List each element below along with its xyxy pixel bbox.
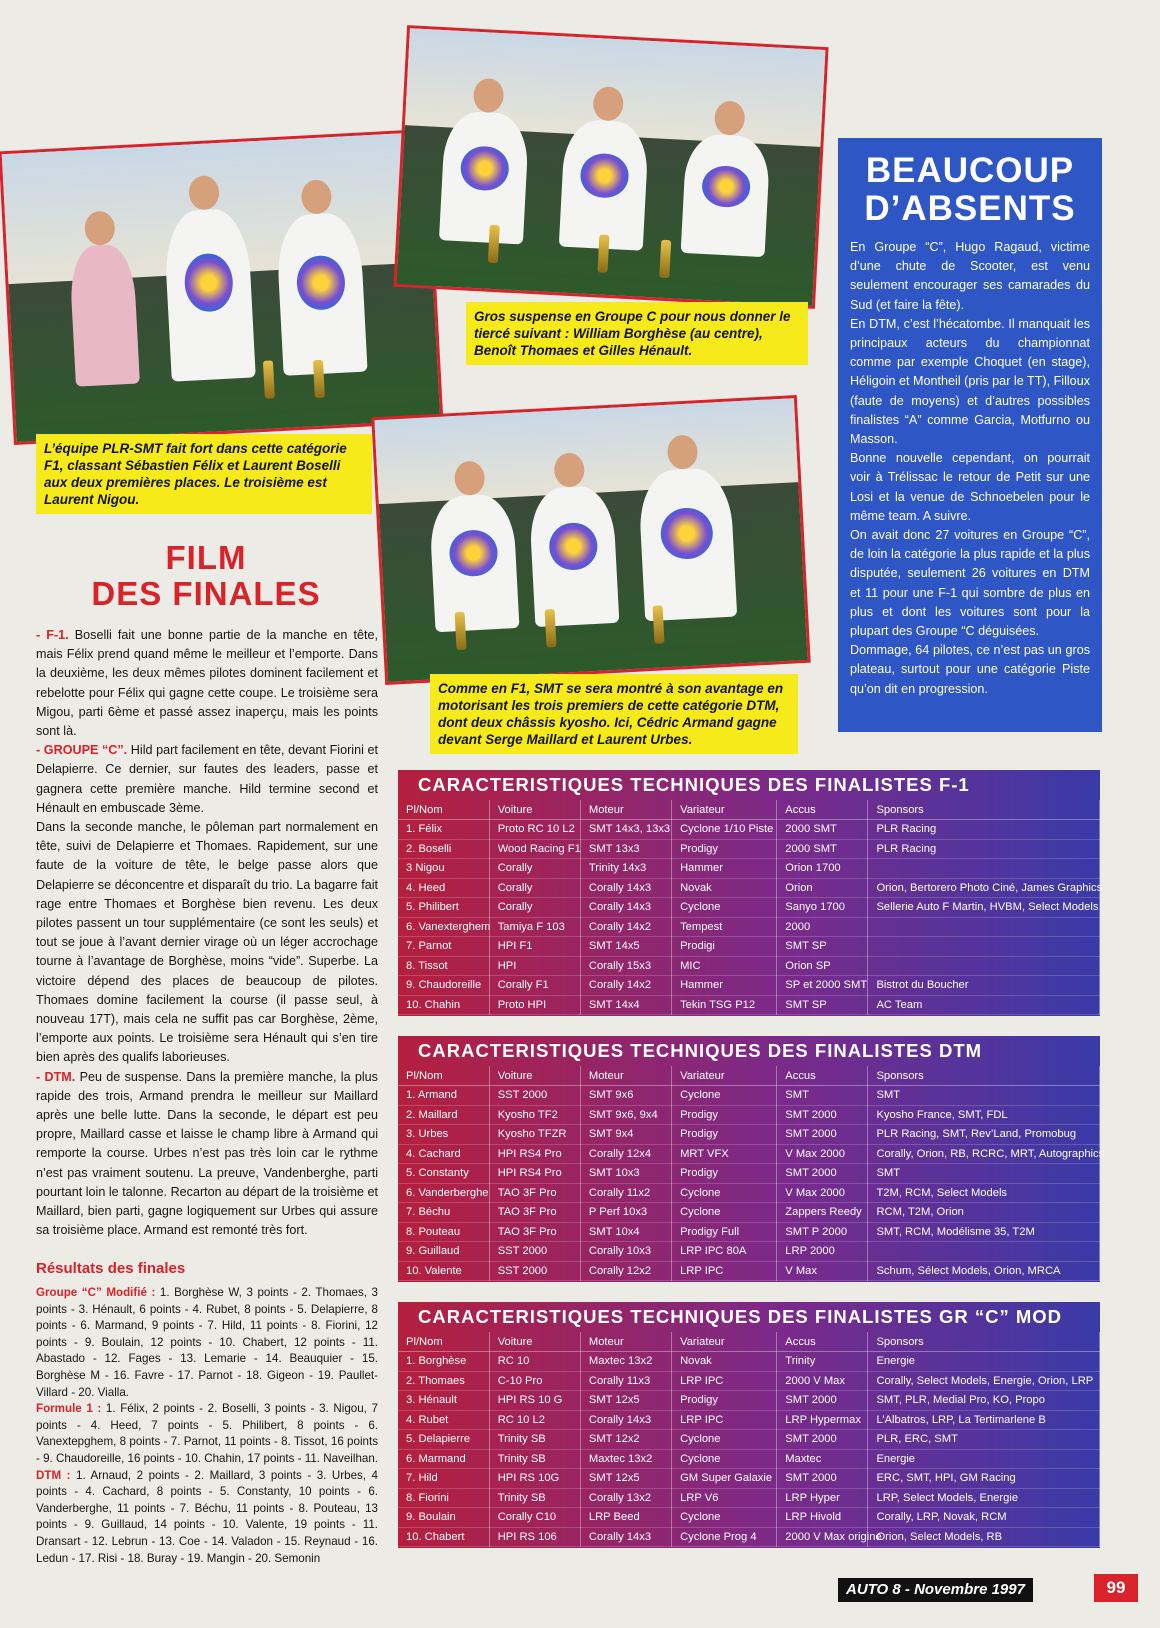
table-cell: SMT [868, 1164, 1100, 1184]
table-cell: SMT SP [777, 995, 868, 1015]
column-header: Variateur [672, 800, 777, 820]
table-cell: SMT 12x5 [580, 1469, 671, 1489]
table-cell: SMT 2000 [777, 1430, 868, 1450]
table-cell: Hammer [672, 976, 777, 996]
table-cell: SMT 2000 [777, 1391, 868, 1411]
table-cell: Prodigi [672, 937, 777, 957]
table-cell: Tempest [672, 917, 777, 937]
table-row [398, 1391, 1100, 1411]
table-cell: Corally 11x3 [580, 1371, 671, 1391]
photo-groupe-c-podium [393, 25, 828, 309]
photo-dtm-podium [371, 395, 810, 685]
table-cell: 2000 SMT [777, 820, 868, 840]
table-row [398, 1371, 1100, 1391]
table-cell: PLR Racing, SMT, Rev’Land, Promobug [868, 1125, 1100, 1145]
table-cell: 2000 V Max [777, 1371, 868, 1391]
column-header: Moteur [580, 1066, 671, 1086]
f1-label: - F-1. [36, 628, 69, 642]
table-cell: Maxtec [777, 1449, 868, 1469]
table-row [398, 917, 1100, 937]
table-cell: Trinity SB [489, 1430, 580, 1450]
table-row [398, 1144, 1100, 1164]
table-row [398, 859, 1100, 879]
table-row [398, 1125, 1100, 1145]
results-dtm-label: DTM : [36, 1468, 71, 1482]
table-cell: SMT 2000 [777, 1164, 868, 1184]
table-cell: Tekin TSG P12 [672, 995, 777, 1015]
table-cell: SMT 2000 [777, 1105, 868, 1125]
table-cell: 2000 SMT [777, 839, 868, 859]
table-cell: Trinity SB [489, 1449, 580, 1469]
table-cell: Corally 14x3 [580, 1410, 671, 1430]
table-row [398, 1222, 1100, 1242]
sidebar-text: En Groupe “C”, Hugo Ragaud, victime d’une chute de Scooter, est venu seulement encourager ses camarades du Sud (et faire la fête). En DTM, c’est l’hécatombe. Il manquait les principaux acteurs du championnat comme par exemple Choquet (en stage), Héligoin et Montheil (pris par le TT), Filloux (faute de moyens) et d’autres possibles finalistes “A” comme Garcia, Motfurno ou Masson. Bonne nouvelle cependant, on pourrait voir à Trélissac le retour de Petit sur une Losi et la venue de Schnoebelen pour le même team. A suivre. On avait donc 27 voitures en Groupe “C”, de loin la catégorie la plus rapide et la plus disputée, seulement 26 voitures en DTM et 11 pour une F-1 qui sombre de plus en plus et dont les voitures sont pour la plupart des Groupe “C déguisées. Dommage, 64 pilotes, ce n’est pas un gros plateau, surtout pour une catégorie Piste qu’on dit en progression. [850, 240, 1090, 696]
table-cell: GM Super Galaxie [672, 1469, 777, 1489]
table-cell: SST 2000 [489, 1086, 580, 1106]
table-cell: Wood Racing F1 [489, 839, 580, 859]
table-cell: HPI [489, 956, 580, 976]
table-cell: LRP Hypermax [777, 1410, 868, 1430]
table-cell: LRP IPC [672, 1261, 777, 1281]
table-cell: Corally 12x2 [580, 1261, 671, 1281]
table-cell: Sellerie Auto F Martin, HVBM, Select Models [868, 898, 1100, 918]
table-cell: HPI RS 10 G [489, 1391, 580, 1411]
table-cell: C-10 Pro [489, 1371, 580, 1391]
table-cell: Energie [868, 1352, 1100, 1372]
groupe-c-label: - GROUPE “C”. [36, 743, 128, 758]
caption-plr-team: L’équipe PLR-SMT fait fort dans cette catégorie F1, classant Sébastien Félix et Laurent Boselli aux deux premières places. Le troisième est Laurent Nigou. [36, 434, 372, 514]
footer-page-number: 99 [1094, 1574, 1138, 1602]
table-cell: SMT 10x4 [580, 1222, 671, 1242]
table-cell: Corally 14x3 [580, 898, 671, 918]
table-row [398, 1164, 1100, 1184]
table-row [398, 1105, 1100, 1125]
table-cell: 2. Thomaes [398, 1371, 489, 1391]
table-cell: SST 2000 [489, 1261, 580, 1281]
table-cell: SMT 9x4 [580, 1125, 671, 1145]
table-cell: SMT 2000 [777, 1125, 868, 1145]
table-dtm-title: CARACTERISTIQUES TECHNIQUES DES FINALISTES DTM [418, 1040, 983, 1061]
table-cell: Corally 14x2 [580, 917, 671, 937]
table-cell: Tamiya F 103 [489, 917, 580, 937]
table-cell: SP et 2000 SMT [777, 976, 868, 996]
table-row [398, 976, 1100, 996]
table-cell: Orion SP [777, 956, 868, 976]
table-cell: Prodigy [672, 1164, 777, 1184]
table-cell: Cyclone [672, 1183, 777, 1203]
film-title [36, 540, 376, 612]
table-row [398, 1469, 1100, 1489]
table-cell: Schum, Sélect Models, Orion, MRCA [868, 1261, 1100, 1281]
column-header: Moteur [580, 800, 671, 820]
table-cell: Novak [672, 1352, 777, 1372]
table-cell: 5. Delapierre [398, 1430, 489, 1450]
table-cell: 10. Chabert [398, 1527, 489, 1547]
column-header: Variateur [672, 1066, 777, 1086]
table-cell: SMT 12x2 [580, 1430, 671, 1450]
film-paragraph-f1: - F-1. Boselli fait une bonne partie de la manche en tête, mais Félix prend quand même le meilleur et l’emporte. Dans la deuxième, les deux mêmes pilotes dominent facilement et rebelotte pour Félix qui gagne cette coupe. Le troisième sera Migou, parti 6ème et passé assez inaperçu, mais les points sont là. [36, 628, 378, 739]
table-row [398, 839, 1100, 859]
table-cell: Cyclone [672, 1203, 777, 1223]
table-cell: PLR, ERC, SMT [868, 1430, 1100, 1450]
table-cell: Corally 14x2 [580, 976, 671, 996]
results-f1-label: Formule 1 : [36, 1402, 102, 1416]
table-cell: Prodigy [672, 1391, 777, 1411]
table-cell: SMT 9x6 [580, 1086, 671, 1106]
table-groupe-c [398, 1302, 1100, 1548]
film-title-line1: FILM [165, 539, 247, 576]
column-header: Sponsors [868, 800, 1100, 820]
results-groupe-c-label: Groupe “C” Modifié : [36, 1286, 156, 1299]
table-cell: Corally [489, 878, 580, 898]
table-cell: Zappers Reedy [777, 1203, 868, 1223]
table-cell: 6. Vanderberghe [398, 1183, 489, 1203]
table-row [398, 1449, 1100, 1469]
table-row [398, 1203, 1100, 1223]
table-cell: HPI RS 10G [489, 1469, 580, 1489]
table-row [398, 1086, 1100, 1106]
table-cell [868, 1242, 1100, 1262]
table-cell: LRP 2000 [777, 1242, 868, 1262]
table-cell: 3. Hénault [398, 1391, 489, 1411]
table-cell: SMT, RCM, Modélisme 35, T2M [868, 1222, 1100, 1242]
table-row [398, 878, 1100, 898]
table-cell: SST 2000 [489, 1242, 580, 1262]
table-cell: SMT 10x3 [580, 1164, 671, 1184]
table-cell: Bistrot du Boucher [868, 976, 1100, 996]
table-cell: Trinity SB [489, 1488, 580, 1508]
film-paragraph-dtm: - DTM. Peu de suspense. Dans la première manche, la plus rapide des trois, Armand prendra le meilleur sur Maillard après une belle lutte. Dans la seconde, le départ est peu propre, Maillard casse et laisse le champ libre à Armand qui remporte la course. Urbes n’est pas très loin car le rythme n’est pas vraiment soutenu. La preuve, Vandenberghe, parti pourtant loin le talonne. Recarton au départ de la troisième et Maillard, bien parti, gagne logiquement sur Urbes qui assure sa troisième place. Armand est remonté très fort. [36, 1069, 378, 1238]
table-cell: LRP Beed [580, 1508, 671, 1528]
table-cell: L’Albatros, LRP, La Tertimarlene B [868, 1410, 1100, 1430]
table-row [398, 898, 1100, 918]
table-cell: Corally 13x2 [580, 1488, 671, 1508]
table-cell: TAO 3F Pro [489, 1183, 580, 1203]
table-dtm-grid [398, 1066, 1105, 1281]
table-cell: SMT 12x5 [580, 1391, 671, 1411]
table-cell: SMT 14x4 [580, 995, 671, 1015]
table-cell: Maxtec 13x2 [580, 1449, 671, 1469]
table-cell: 2. Maillard [398, 1105, 489, 1125]
table-cell: SMT 9x6, 9x4 [580, 1105, 671, 1125]
table-cell: AC Team [868, 995, 1100, 1015]
column-header: Pl/Nom [398, 1066, 489, 1086]
table-row [398, 1410, 1100, 1430]
results-list: Groupe “C” Modifié : 1. Borghèse W, 3 points - 2. Thomaes, 3 points - 3. Hénault, 6 points - 4. Rubet, 8 points - 5. Delapierre, 8 points - 6. Marmand, 9 points - 7. Hild, 11 points - 8. Fiorini, 12 points - 9. Boulain, 12 points - 10. Chabert, 12 points - 11. Abastado - 12. Fages - 13. Lemarie - 14. Beauquier - 15. Borghèse M - 16. Favre - 17. Parnot - 18. Gigeon - 19. Paullet-Villard - 20. Vialla. Formule 1 : 1. Félix, 2 points - 2. Boselli, 3 points - 3. Nigou, 7 points - 4. Heed, 7 points - 5. Philibert, 8 points - 6. Vanextерghem, 8 points - 7. Parnot, 11 points - 8. Tissot, 16 points - 9. Chaudoreille, 16 points - 10. Chahin, 17 points - 11. Naveilhan. DTM : 1. Arnaud, 2 points - 2. Maillard, 3 points - 3. Urbes, 4 points - 4. Cachard, 8 points - 5. Constanty, 10 points - 6. Vanderberghe, 11 points - 7. Béchu, 11 points - 8. Pouteau, 13 points - 9. Guillaud, 14 points - 10. Valente, 19 points - 11. Dransart - 12. Lebrun - 13. Coe - 14. Valadon - 15. Reynaud - 16. Ledun - 17. Risi - 18. Buray - 19. Mangin - 20. Semonin [36, 1286, 379, 1565]
table-cell: 9. Guillaud [398, 1242, 489, 1262]
table-cell: 5. Philibert [398, 898, 489, 918]
table-cell: 4. Rubet [398, 1410, 489, 1430]
table-row [398, 1488, 1100, 1508]
table-row [398, 956, 1100, 976]
sidebar-title: BEAUCOUP D’ABSENTS [864, 151, 1076, 228]
table-cell: 3 Nigou [398, 859, 489, 879]
table-cell: LRP V6 [672, 1488, 777, 1508]
table-cell: HPI F1 [489, 937, 580, 957]
table-cell: TAO 3F Pro [489, 1222, 580, 1242]
table-cell: SMT SP [777, 937, 868, 957]
table-row [398, 1261, 1100, 1281]
table-cell: SMT P 2000 [777, 1222, 868, 1242]
table-cell: Hammer [672, 859, 777, 879]
table-cell: Corally 14x3 [580, 878, 671, 898]
table-cell: 8. Tissot [398, 956, 489, 976]
table-cell: SMT 14x5 [580, 937, 671, 957]
table-groupe-c-title: CARACTERISTIQUES TECHNIQUES DES FINALISTES GR “C” MOD [418, 1306, 1063, 1327]
table-groupe-c-grid [398, 1332, 1100, 1547]
table-cell: Corally C10 [489, 1508, 580, 1528]
table-cell: Trinity [777, 1352, 868, 1372]
table-cell: Energie [868, 1449, 1100, 1469]
table-cell: T2M, RCM, Select Models [868, 1183, 1100, 1203]
table-cell: 1. Borghèse [398, 1352, 489, 1372]
table-cell: LRP IPC 80A [672, 1242, 777, 1262]
column-header: Accus [777, 1332, 868, 1352]
table-dtm [398, 1036, 1105, 1282]
film-paragraph-groupe-c: - GROUPE “C”. Hild part facilement en tête, devant Fiorini et Delapierre. Ce dernier, sur fautes des leaders, passe et gagnera cette première manche. Hild termine second et Hénault en embuscade 3ème. [36, 743, 378, 815]
table-cell: Prodigy [672, 839, 777, 859]
table-cell: 2000 V Max origine [777, 1527, 868, 1547]
table-cell: Corally [489, 898, 580, 918]
table-cell: Corally 15x3 [580, 956, 671, 976]
table-cell: V Max 2000 [777, 1183, 868, 1203]
table-row [398, 1527, 1100, 1547]
table-cell: Corally 10x3 [580, 1242, 671, 1262]
film-title-line2: DES FINALES [91, 575, 321, 612]
table-cell: Kyosho TFZR [489, 1125, 580, 1145]
table-cell: Prodigy [672, 1105, 777, 1125]
caption-dtm: Comme en F1, SMT se sera montré à son avantage en motorisant les trois premiers de cette catégorie DTM, dont deux châssis kyosho. Ici, Cédric Armand gagne devant Serge Maillard et Laurent Urbes. [430, 674, 798, 754]
table-cell: Corally 12x4 [580, 1144, 671, 1164]
table-cell: 7. Béchu [398, 1203, 489, 1223]
table-cell: MIC [672, 956, 777, 976]
table-cell: RC 10 [489, 1352, 580, 1372]
table-header-row [398, 1332, 1100, 1352]
table-cell: SMT [868, 1086, 1100, 1106]
table-cell: RC 10 L2 [489, 1410, 580, 1430]
table-cell: 10. Chahin [398, 995, 489, 1015]
table-row [398, 1430, 1100, 1450]
column-header: Accus [777, 800, 868, 820]
table-cell: PLR Racing [868, 839, 1100, 859]
table-cell: 3. Urbes [398, 1125, 489, 1145]
column-header: Voiture [489, 800, 580, 820]
table-cell: SMT 13x3 [580, 839, 671, 859]
table-row [398, 1242, 1100, 1262]
table-cell: Cyclone [672, 1430, 777, 1450]
table-cell: HPI RS 106 [489, 1527, 580, 1547]
table-cell: 2. Boselli [398, 839, 489, 859]
table-cell: Maxtec 13x2 [580, 1352, 671, 1372]
table-cell: LRP Hivold [777, 1508, 868, 1528]
table-cell: 1. Armand [398, 1086, 489, 1106]
table-cell: SMT 14x3, 13x3 [580, 820, 671, 840]
table-cell [868, 937, 1100, 957]
table-cell: Orion 1700 [777, 859, 868, 879]
table-header-row [398, 1066, 1100, 1086]
table-cell: Cyclone [672, 1508, 777, 1528]
table-cell: LRP, Select Models, Energie [868, 1488, 1100, 1508]
table-row [398, 995, 1100, 1015]
column-header: Pl/Nom [398, 800, 489, 820]
table-cell: Prodigy [672, 1125, 777, 1145]
caption-groupe-c: Gros suspense en Groupe C pour nous donner le tiercé suivant : William Borghèse (au centre), Benoît Thomaes et Gilles Hénault. [466, 302, 808, 365]
table-row [398, 937, 1100, 957]
table-row [398, 1508, 1100, 1528]
column-header: Moteur [580, 1332, 671, 1352]
table-cell: Corally [489, 859, 580, 879]
table-cell: LRP IPC [672, 1410, 777, 1430]
table-cell: Kyosho TF2 [489, 1105, 580, 1125]
table-cell: SMT, PLR, Medial Pro, KO, Propo [868, 1391, 1100, 1411]
table-cell: Proto RC 10 L2 [489, 820, 580, 840]
table-cell: Orion, Bertorero Photo Ciné, James Graphics [868, 878, 1100, 898]
table-cell: 9. Boulain [398, 1508, 489, 1528]
table-cell: Orion [777, 878, 868, 898]
sidebar-beaucoup-dabsents [838, 138, 1102, 732]
table-cell: 6. Marmand [398, 1449, 489, 1469]
table-cell: 8. Fiorini [398, 1488, 489, 1508]
table-row [398, 1352, 1100, 1372]
footer-magazine: AUTO 8 - Novembre 1997 [838, 1578, 1033, 1602]
table-cell: V Max 2000 [777, 1144, 868, 1164]
table-cell: 6. Vanexterghem [398, 917, 489, 937]
table-cell: 5. Constanty [398, 1164, 489, 1184]
column-header: Sponsors [868, 1332, 1100, 1352]
table-cell: Sanyo 1700 [777, 898, 868, 918]
table-cell: Orion, Select Models, RB [868, 1527, 1100, 1547]
table-cell: Proto HPI [489, 995, 580, 1015]
table-cell: LRP IPC [672, 1371, 777, 1391]
table-cell: 9. Chaudoreille [398, 976, 489, 996]
table-cell: HPI RS4 Pro [489, 1164, 580, 1184]
table-cell: Prodigy Full [672, 1222, 777, 1242]
table-cell: HPI RS4 Pro [489, 1144, 580, 1164]
table-cell: PLR Racing [868, 820, 1100, 840]
table-row [398, 820, 1100, 840]
film-paragraph-groupe-c-2: Dans la seconde manche, le pôleman part normalement en tête, suivi de Delapierre et Thomaes. Rapidement, sur une faute de la voiture de tête, le belge passe alors que Delapierre se déconcentre et disparaît du trio. La bagarre fait rage entre Thomaes et Borghèse bien revenu. Les deux pilotes passent un tour supplémentaire (ce sont les seuls) et tout se joue à l’avant dernier virage où un léger accrochage tourne à l’avantage de Borghèse, moins “vide”. Superbe. La victoire dépend des places de beaucoup de pilotes. Thomaes domine facilement la course (il passe seul, à nouveau 17T), mais cela ne suffit pas car Borghèse, 2ème, l’emporte aux points. Le troisième sera Hénault qui s’en tire bien après des qualifs laborieuses. [36, 820, 378, 1065]
table-f1-grid [398, 800, 1103, 1015]
table-cell: Corally, LRP, Novak, RCM [868, 1508, 1100, 1528]
table-cell: Corally F1 [489, 976, 580, 996]
table-cell: Corally, Orion, RB, RCRC, MRT, Autographics [868, 1144, 1100, 1164]
table-cell: P Perf 10x3 [580, 1203, 671, 1223]
table-cell: 10. Valente [398, 1261, 489, 1281]
table-cell: Cyclone [672, 898, 777, 918]
table-cell: Trinity 14x3 [580, 859, 671, 879]
table-cell: LRP Hyper [777, 1488, 868, 1508]
table-cell: 4. Heed [398, 878, 489, 898]
table-cell: Corally 11x2 [580, 1183, 671, 1203]
table-cell: SMT [777, 1086, 868, 1106]
table-cell: TAO 3F Pro [489, 1203, 580, 1223]
table-cell: 7. Parnot [398, 937, 489, 957]
table-cell: 4. Cachard [398, 1144, 489, 1164]
table-cell: RCM, T2M, Orion [868, 1203, 1100, 1223]
column-header: Variateur [672, 1332, 777, 1352]
column-header: Sponsors [868, 1066, 1100, 1086]
table-cell [868, 917, 1100, 937]
table-f1 [398, 770, 1103, 1016]
table-header-row [398, 800, 1100, 820]
table-cell: MRT VFX [672, 1144, 777, 1164]
table-cell: Cyclone 1/10 Piste [672, 820, 777, 840]
table-cell: ERC, SMT, HPI, GM Racing [868, 1469, 1100, 1489]
table-cell [868, 859, 1100, 879]
table-f1-title: CARACTERISTIQUES TECHNIQUES DES FINALISTES F-1 [418, 774, 970, 795]
column-header: Voiture [489, 1066, 580, 1086]
table-cell: V Max [777, 1261, 868, 1281]
column-header: Voiture [489, 1332, 580, 1352]
table-cell: 8. Pouteau [398, 1222, 489, 1242]
table-cell: Kyosho France, SMT, FDL [868, 1105, 1100, 1125]
table-cell: 7. Hild [398, 1469, 489, 1489]
dtm-label: - DTM. [36, 1069, 76, 1084]
table-cell: Cyclone Prog 4 [672, 1527, 777, 1547]
table-cell: Novak [672, 878, 777, 898]
table-row [398, 1183, 1100, 1203]
photo-plr-team [0, 129, 443, 445]
table-cell: Cyclone [672, 1449, 777, 1469]
table-cell: Corally 14x3 [580, 1527, 671, 1547]
table-cell: 2000 [777, 917, 868, 937]
table-cell: Cyclone [672, 1086, 777, 1106]
table-cell: SMT 2000 [777, 1469, 868, 1489]
table-cell: 1. Félix [398, 820, 489, 840]
table-cell: Corally, Select Models, Energie, Orion, LRP [868, 1371, 1100, 1391]
column-header: Pl/Nom [398, 1332, 489, 1352]
column-header: Accus [777, 1066, 868, 1086]
table-cell [868, 956, 1100, 976]
film-article [36, 626, 378, 1241]
results-title: Résultats des finales [36, 1260, 186, 1277]
